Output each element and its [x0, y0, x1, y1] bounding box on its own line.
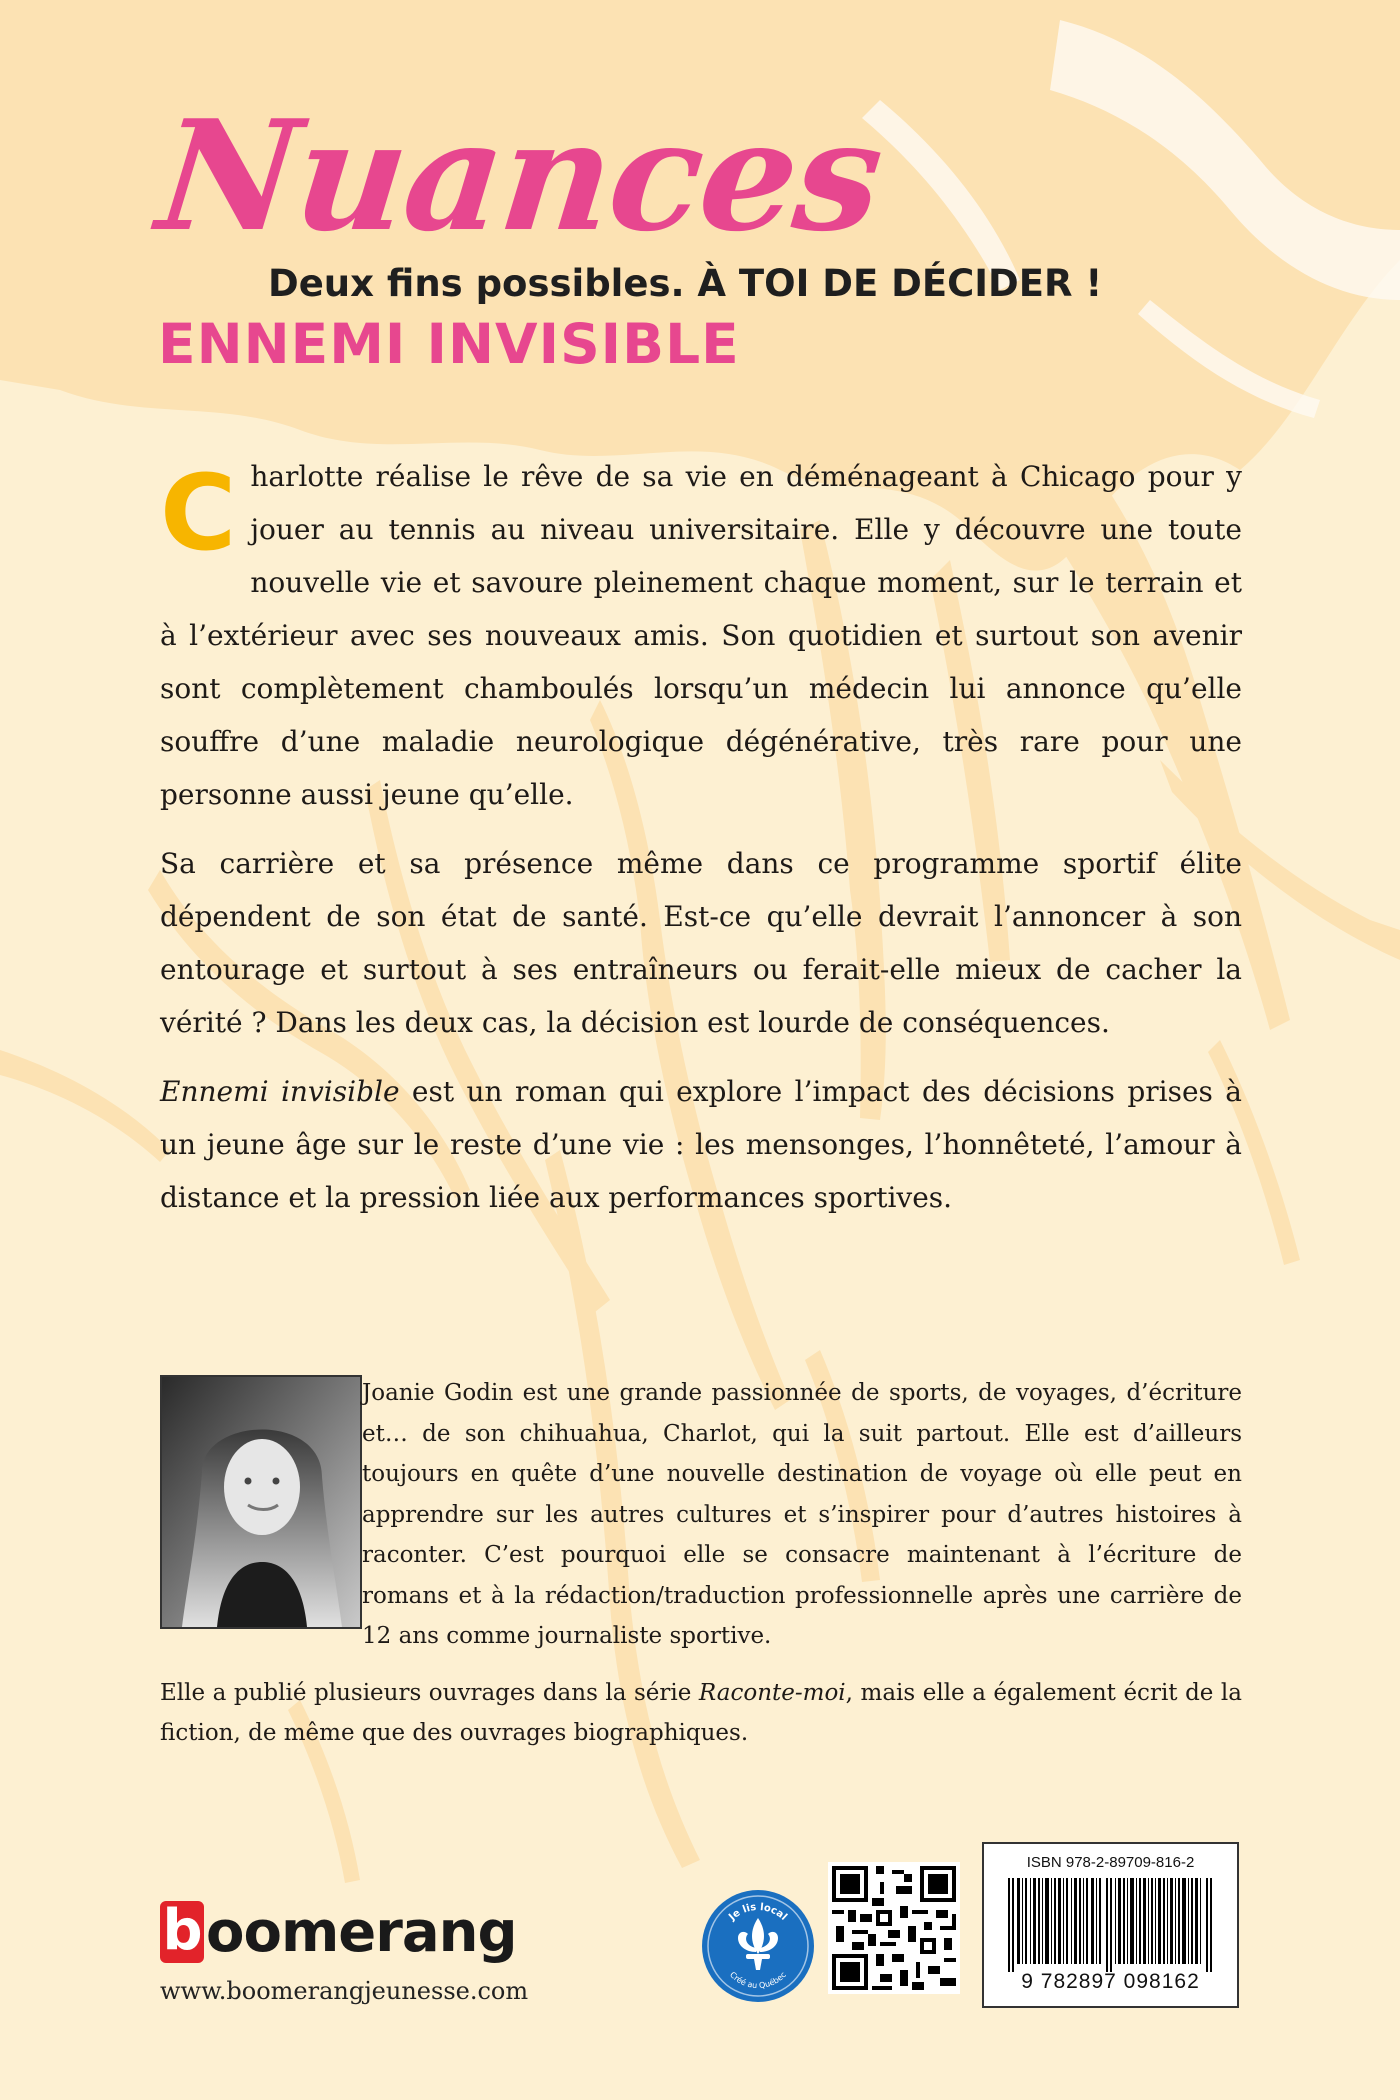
publisher-logo [160, 1893, 517, 1973]
isbn-barcode [982, 1842, 1239, 2008]
tagline: Deux fins possibles. À TOI DE DÉCIDER ! [268, 262, 1103, 305]
barcode-digits: 9 782897 098162 [1021, 1970, 1200, 1993]
qr-code[interactable] [828, 1862, 960, 1994]
synopsis-paragraph-3-text: est un roman qui explore l’impact des décisions prises à un jeune âge sur le reste d’une vie : les mensonges, l’honnêteté, l’amour à distance et la pression liée aux performances sportives. [160, 1075, 1242, 1214]
author-bio-text: Joanie Godin est une grande passionnée de sports, de voyages, d’écriture et… de son chihuahua, Charlot, qui la suit partout. Elle est d’ailleurs toujours en quête d’une nouvelle destination de voyage où elle peut en apprendre sur les autres cultures et s’inspirer pour d’autres histoires à raconter. C’est pourquoi elle se consacre maintenant à l’écriture de romans et à la rédaction/traduction professionnelle après une carrière de 12 ans comme journaliste sportive. [362, 1380, 1242, 1649]
publisher-logo-b: b [160, 1901, 204, 1963]
series-title: Nuances [150, 86, 889, 265]
badge-line-1: Je lis local [727, 1901, 789, 1923]
author-bio-secondary-part-2: , mais elle a également écrit de la fiction, de même que des ouvrages biographiques. [160, 1680, 1242, 1746]
synopsis-book-title-italic: Ennemi invisible [160, 1075, 400, 1108]
publisher-logo-text: oomerang [206, 1900, 517, 1965]
publisher-url: www.boomerangjeunesse.com [160, 1977, 529, 2005]
barcode-bars [1008, 1878, 1214, 1972]
book-title: ENNEMI INVISIBLE [158, 312, 740, 376]
author-bio-secondary [160, 1673, 1242, 1753]
synopsis-paragraph-1-text: harlotte réalise le rêve de sa vie en déménageant à Chicago pour y jouer au tennis au niveau universitaire. Elle y découvre une toute nouvelle vie et savoure pleinement chaque moment, sur le terrain et à l’extérieur avec ses nouveaux amis. Son quotidien et surtout son avenir sont complètement chamboulés lorsqu’un médecin lui annonce qu’elle souffre d’une maladie neurologique dégénérative, très rare pour une personne aussi jeune qu’elle. [160, 460, 1242, 811]
author-bio-secondary-text [160, 1673, 1242, 1753]
badge-line-2: Créé au Québec [728, 1970, 788, 1991]
author-bio-secondary-part-1: Elle a publié plusieurs ouvrages dans la série [160, 1680, 699, 1706]
author-bio [362, 1373, 1242, 1657]
isbn-label: ISBN 978-2-89709-816-2 [1026, 1854, 1195, 1871]
synopsis [160, 450, 1242, 1240]
synopsis-paragraph-3 [160, 1065, 1242, 1224]
author-photo [160, 1375, 362, 1629]
je-lis-local-badge [700, 1888, 816, 2004]
synopsis-paragraph-1 [160, 450, 1242, 821]
series-name-italic: Raconte-moi [698, 1680, 846, 1706]
drop-cap: C [160, 452, 237, 574]
synopsis-paragraph-2: Sa carrière et sa présence même dans ce programme sportif élite dépendent de son état de santé. Est-ce qu’elle devrait l’annoncer à son entourage et surtout à ses entraîneurs ou ferait-elle mieux de cacher la vérité ? Dans les deux cas, la décision est lourde de conséquences. [160, 847, 1242, 1039]
